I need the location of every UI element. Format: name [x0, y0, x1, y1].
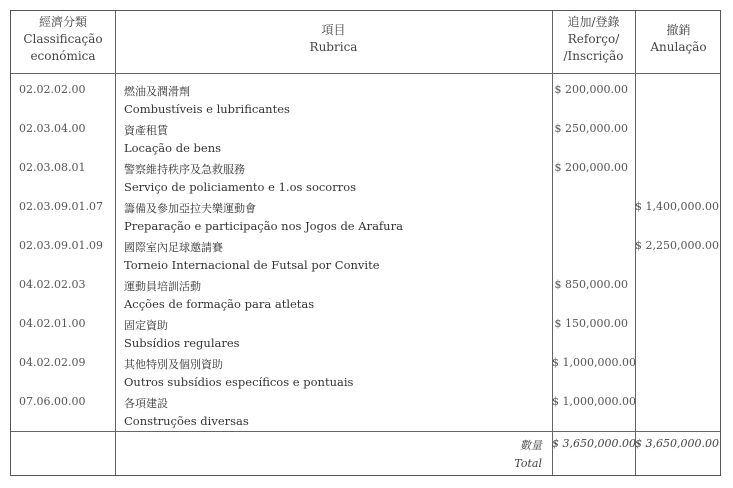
total-cancel: $ 3,650,000.00	[635, 437, 719, 450]
row-reinforce: $ 850,000.00	[554, 278, 628, 291]
header-code	[11, 14, 115, 65]
row-code: 02.02.02.00	[19, 83, 86, 96]
row-rubric-zh: 警察維持秩序及急救服務	[124, 163, 245, 176]
row-rubric-zh: 籌備及參加亞拉夫樂運動會	[124, 202, 256, 215]
total-reinforce: $ 3,650,000.00	[552, 437, 636, 450]
row-code: 02.03.09.01.07	[19, 200, 103, 213]
row-code: 04.02.01.00	[19, 317, 86, 330]
row-code: 04.02.02.09	[19, 356, 86, 369]
row-rubric-pt: Outros subsídios específicos e pontuais	[124, 375, 354, 389]
row-rubric-zh: 燃油及潤滑劑	[124, 85, 190, 98]
row-reinforce: $ 150,000.00	[554, 317, 628, 330]
row-reinforce: $ 1,000,000.00	[552, 356, 636, 369]
header-code-pt-line2: económica	[30, 49, 96, 63]
row-cancel: $ 1,400,000.00	[635, 200, 719, 213]
header-reinforce-pt-line1: Reforço/	[567, 32, 620, 46]
row-reinforce: $ 1,000,000.00	[552, 395, 636, 408]
row-reinforce: $ 250,000.00	[554, 122, 628, 135]
header-divider	[11, 73, 720, 74]
row-rubric-zh: 國際室內足球邀請賽	[124, 241, 223, 254]
row-code: 04.02.02.03	[19, 278, 86, 291]
row-reinforce: $ 200,000.00	[554, 83, 628, 96]
column-divider	[115, 11, 116, 475]
header-reinforce-pt-line2: /Inscrição	[563, 49, 624, 63]
row-rubric-pt: Preparação e participação nos Jogos de Arafura	[124, 219, 403, 233]
row-rubric-pt: Combustíveis e lubrificantes	[124, 102, 290, 116]
row-rubric-pt: Serviço de policiamento e 1.os socorros	[124, 180, 357, 194]
row-reinforce: $ 200,000.00	[554, 161, 628, 174]
row-rubric-zh: 各項建設	[124, 397, 168, 410]
row-rubric-pt: Locação de bens	[124, 141, 222, 155]
total-label-zh: 數量	[520, 439, 542, 452]
header-cancel-pt: Anulação	[650, 40, 707, 54]
row-rubric-zh: 固定資助	[124, 319, 168, 332]
header-cancel-zh: 撤銷	[666, 23, 691, 37]
header-code-zh: 經濟分類	[38, 15, 87, 29]
row-rubric-zh: 其他特別及個別資助	[124, 358, 223, 371]
row-code: 02.03.08.01	[19, 161, 86, 174]
header-rubric-pt: Rubrica	[309, 40, 358, 54]
budget-table	[10, 10, 721, 476]
total-label-pt: Total	[514, 457, 542, 470]
row-rubric-pt: Subsídios regulares	[124, 336, 240, 350]
row-code: 07.06.00.00	[19, 395, 86, 408]
total-divider	[11, 431, 720, 432]
header-cancel	[635, 22, 722, 56]
row-rubric-pt: Torneio Internacional de Futsal por Convite	[124, 258, 380, 272]
row-rubric-pt: Acções de formação para atletas	[124, 297, 315, 311]
row-cancel: $ 2,250,000.00	[635, 239, 719, 252]
header-code-pt-line1: Classificação	[23, 32, 103, 46]
row-code: 02.03.04.00	[19, 122, 86, 135]
header-rubric	[115, 22, 552, 56]
row-rubric-zh: 運動員培訓活動	[124, 280, 201, 293]
row-rubric-pt: Construções diversas	[124, 414, 249, 428]
header-reinforce	[552, 14, 635, 65]
header-reinforce-zh: 追加/登錄	[567, 15, 620, 29]
row-code: 02.03.09.01.09	[19, 239, 103, 252]
row-rubric-zh: 資產租賃	[124, 124, 168, 137]
header-rubric-zh: 項目	[321, 23, 346, 37]
